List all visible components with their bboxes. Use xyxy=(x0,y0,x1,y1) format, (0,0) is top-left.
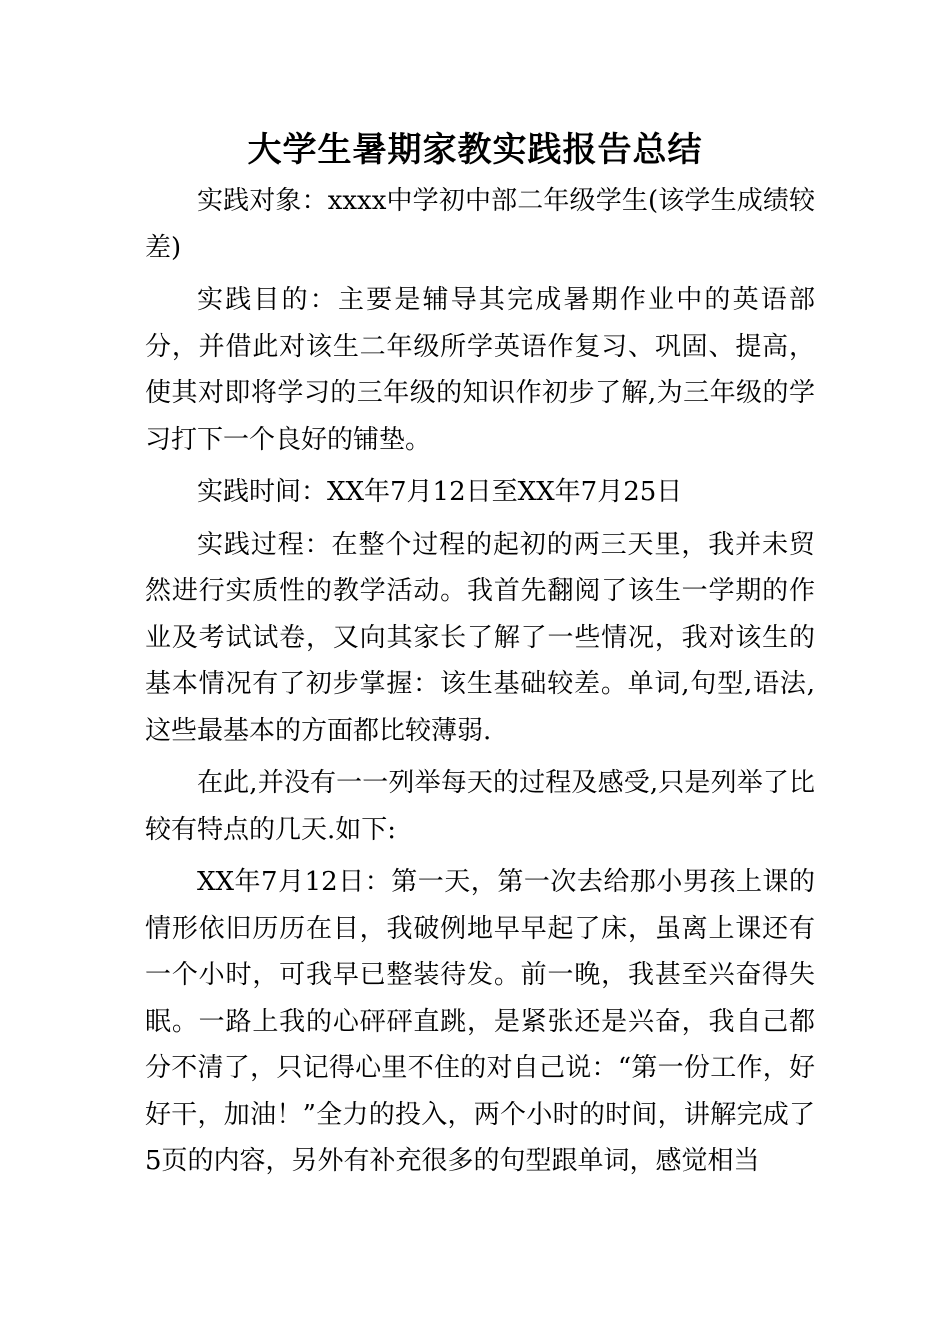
page-title: 大学生暑期家教实践报告总结 xyxy=(247,130,703,170)
paragraph-practice-subject: 实践对象：xxxx中学初中部二年级学生(该学生成绩较差) xyxy=(145,186,815,263)
paragraph-day-one: XX年7月12日：第一天，第一次去给那小男孩上课的情形依旧历历在目，我破例地早早起了床，虽离上课还有一个小时，可我早已整装待发。前一晚，我甚至兴奋得失眠。一路上我的心砰砰直跳，是紧张还是兴奋，我自己都分不清了，只记得心里不住的对自己说：“第一份工作，好好干，加油！”全力的投入，两个小时的时间，讲解完成了5页的内容，另外有补充很多的句型跟单词，感觉相当 xyxy=(145,867,815,1176)
paragraph-note: 在此,并没有一一列举每天的过程及感受,只是列举了比较有特点的几天.如下: xyxy=(145,768,815,845)
paragraph-practice-time: 实践时间：XX年7月12日至XX年7月25日 xyxy=(197,477,683,507)
paragraph-practice-purpose: 实践目的：主要是辅导其完成暑期作业中的英语部分，并借此对该生二年级所学英语作复习、巩固、提高，使其对即将学习的三年级的知识作初步了解,为三年级的学习打下一个良好的铺垫。 xyxy=(145,285,815,455)
document-body xyxy=(145,178,815,1191)
paragraph-practice-process: 实践过程：在整个过程的起初的两三天里，我并未贸然进行实质性的教学活动。我首先翻阅了该生一学期的作业及考试试卷，又向其家长了解了一些情况，我对该生的基本情况有了初步掌握：该生基础较差。单词,句型,语法,这些最基本的方面都比较薄弱. xyxy=(145,529,815,746)
